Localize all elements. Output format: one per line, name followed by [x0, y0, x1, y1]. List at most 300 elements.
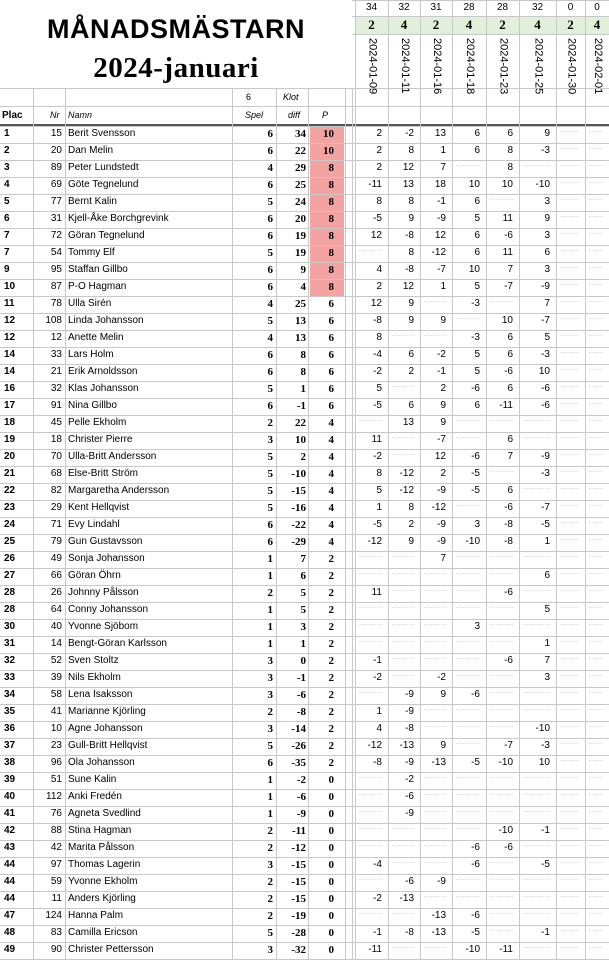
empty-score-cell [560, 505, 579, 511]
score-cell: 8 [376, 196, 382, 207]
score-cell: 6 [507, 434, 513, 445]
empty-score-cell [456, 709, 480, 715]
row-diff: -1 [296, 400, 306, 412]
row-spel: 4 [267, 298, 273, 310]
empty-score-cell [392, 573, 414, 579]
row-diff: -2 [296, 774, 306, 786]
row-nr: 96 [50, 757, 62, 768]
score-cell: -7 [504, 281, 513, 292]
empty-score-cell [560, 675, 579, 681]
row-diff: 1 [300, 638, 306, 650]
empty-score-cell [589, 420, 603, 426]
score-cell: 5 [544, 332, 550, 343]
spel-count: 6 [246, 92, 252, 102]
score-cell: -7 [541, 502, 550, 513]
score-cell: -10 [535, 179, 550, 190]
empty-score-cell [560, 267, 579, 273]
empty-score-cell [523, 488, 550, 494]
score-cell: -9 [437, 485, 446, 496]
row-name: Yvonne Ekholm [68, 876, 138, 887]
score-cell: 1 [376, 502, 382, 513]
row-diff: -6 [296, 689, 306, 701]
row-plac: 40 [4, 791, 16, 802]
empty-score-cell [523, 556, 550, 562]
row-plac: 31 [4, 638, 16, 649]
empty-score-cell [560, 811, 579, 817]
row-p: 4 [328, 417, 334, 429]
score-cell: -5 [373, 519, 382, 530]
empty-score-cell [523, 165, 550, 171]
empty-score-cell [359, 420, 382, 426]
row-gridline [0, 857, 609, 858]
row-gridline [0, 466, 609, 467]
row-gridline [0, 347, 609, 348]
row-p: 6 [328, 349, 334, 361]
empty-score-cell [589, 437, 603, 443]
row-plac: 44 [4, 876, 16, 887]
empty-score-cell [589, 369, 603, 375]
empty-score-cell [589, 488, 603, 494]
row-spel: 6 [267, 179, 273, 191]
row-spel: 3 [267, 689, 273, 701]
row-gridline [0, 755, 609, 756]
score-cell: -8 [504, 536, 513, 547]
empty-score-cell [560, 420, 579, 426]
row-diff: 19 [295, 247, 306, 259]
empty-score-cell [456, 794, 480, 800]
row-name: Peter Lundstedt [68, 162, 139, 173]
score-cell: -9 [405, 706, 414, 717]
empty-score-cell [589, 454, 603, 460]
row-diff: 24 [295, 196, 306, 208]
score-cell: 8 [408, 502, 414, 513]
row-nr: 31 [50, 213, 62, 224]
empty-score-cell [560, 539, 579, 545]
row-p: 8 [328, 179, 334, 191]
row-plac: 14 [4, 349, 16, 360]
empty-score-cell [359, 811, 382, 817]
score-cell: -11 [368, 179, 382, 190]
row-p: 0 [328, 876, 334, 888]
row-spel: 5 [267, 468, 273, 480]
row-p: 4 [328, 468, 334, 480]
score-cell: 2 [376, 128, 382, 139]
col-gridline [486, 0, 487, 960]
round-count: 0 [567, 2, 574, 13]
row-plac: 24 [4, 519, 16, 530]
row-nr: 51 [50, 774, 62, 785]
row-diff: 9 [300, 264, 306, 276]
score-cell: 12 [370, 230, 382, 241]
row-p: 10 [323, 145, 334, 157]
row-nr: 76 [50, 808, 62, 819]
score-cell: -3 [471, 332, 480, 343]
score-cell: 7 [440, 162, 446, 173]
empty-score-cell [424, 607, 446, 613]
score-cell: 3 [544, 230, 550, 241]
score-cell: -13 [431, 757, 446, 768]
score-cell: -5 [471, 927, 480, 938]
empty-score-cell [589, 148, 603, 154]
row-diff: -19 [291, 910, 306, 922]
row-spel: 5 [267, 196, 273, 208]
empty-score-cell [589, 913, 603, 919]
empty-score-cell [456, 420, 480, 426]
round-weight: 4 [400, 17, 408, 32]
row-name: Gun Gustavsson [68, 536, 143, 547]
score-cell: 2 [376, 281, 382, 292]
row-diff: 22 [295, 145, 306, 157]
score-cell: -1 [373, 655, 382, 666]
row-spel: 2 [267, 587, 273, 599]
row-diff: 10 [295, 434, 306, 446]
score-cell: 6 [544, 247, 550, 258]
row-spel: 2 [267, 876, 273, 888]
col-gridline [352, 88, 353, 960]
empty-score-cell [424, 573, 446, 579]
empty-score-cell [392, 624, 414, 630]
empty-score-cell [589, 709, 603, 715]
empty-score-cell [490, 794, 513, 800]
row-plac: 22 [4, 485, 16, 496]
row-diff: 6 [300, 570, 306, 582]
empty-score-cell [490, 301, 513, 307]
row-spel: 5 [267, 247, 273, 259]
score-cell: 3 [474, 621, 480, 632]
row-p: 10 [323, 128, 334, 140]
score-cell: -6 [504, 587, 513, 598]
empty-score-cell [589, 386, 603, 392]
row-plac: 3 [4, 162, 10, 173]
score-cell: -9 [437, 519, 446, 530]
row-name: Kent Hellqvist [68, 502, 130, 513]
row-gridline [0, 806, 609, 807]
empty-score-cell [560, 165, 579, 171]
score-cell: -2 [373, 672, 382, 683]
score-cell: 6 [474, 145, 480, 156]
empty-score-cell [424, 794, 446, 800]
row-gridline [0, 483, 609, 484]
row-plac: 43 [4, 842, 16, 853]
row-gridline [0, 942, 609, 943]
empty-score-cell [589, 165, 603, 171]
row-gridline [0, 585, 609, 586]
score-cell: 11 [371, 434, 382, 445]
row-gridline [0, 551, 609, 552]
row-spel: 2 [267, 825, 273, 837]
row-name: Stina Hagman [68, 825, 132, 836]
score-cell: 6 [474, 247, 480, 258]
row-name: Marita Pålsson [68, 842, 135, 853]
round-date: 2024-01-25 [532, 38, 545, 95]
empty-score-cell [392, 845, 414, 851]
score-cell: 6 [474, 196, 480, 207]
row-gridline [0, 330, 609, 331]
row-nr: 72 [50, 230, 62, 241]
row-diff: 1 [300, 383, 306, 395]
col-gridline [345, 88, 346, 960]
score-cell: 7 [440, 553, 446, 564]
score-cell: -6 [504, 655, 513, 666]
score-cell: 12 [402, 162, 414, 173]
row-p: 6 [328, 366, 334, 378]
row-spel: 5 [267, 451, 273, 463]
row-nr: 91 [50, 400, 62, 411]
empty-score-cell [490, 777, 513, 783]
empty-score-cell [490, 641, 513, 647]
empty-score-cell [589, 811, 603, 817]
row-gridline [0, 534, 609, 535]
row-spel: 5 [267, 383, 273, 395]
score-cell: 9 [440, 417, 446, 428]
row-nr: 70 [50, 451, 62, 462]
score-cell: 6 [507, 485, 513, 496]
empty-score-cell [589, 658, 603, 664]
row-name: Nils Ekholm [68, 672, 121, 683]
row-name: Erik Arnoldsson [68, 366, 138, 377]
row-gridline [0, 721, 609, 722]
score-cell: 9 [544, 213, 550, 224]
score-cell: 9 [408, 536, 414, 547]
empty-score-cell [560, 794, 579, 800]
row-spel: 1 [267, 774, 273, 786]
score-cell: 9 [440, 740, 446, 751]
row-spel: 3 [267, 859, 273, 871]
row-diff: 0 [300, 655, 306, 667]
row-plac: 27 [4, 570, 16, 581]
score-cell: -8 [405, 230, 414, 241]
row-spel: 5 [267, 315, 273, 327]
empty-score-cell [523, 947, 550, 953]
col-header-diff: diff [288, 110, 301, 120]
score-cell: -6 [504, 502, 513, 513]
row-p: 8 [328, 162, 334, 174]
score-cell: 6 [474, 400, 480, 411]
empty-score-cell [392, 607, 414, 613]
row-p: 6 [328, 332, 334, 344]
empty-score-cell [392, 335, 414, 341]
round-count: 28 [463, 2, 475, 13]
empty-score-cell [560, 828, 579, 834]
empty-score-cell [392, 556, 414, 562]
row-spel: 3 [267, 944, 273, 956]
row-name: Conny Johansson [68, 604, 149, 615]
score-cell: -4 [373, 859, 382, 870]
row-nr: 21 [50, 366, 62, 377]
row-gridline [0, 704, 609, 705]
row-gridline [0, 415, 609, 416]
row-spel: 6 [267, 536, 273, 548]
row-spel: 3 [267, 434, 273, 446]
empty-score-cell [523, 624, 550, 630]
row-plac: 2 [4, 145, 10, 156]
empty-score-cell [490, 913, 513, 919]
score-cell: 10 [501, 179, 513, 190]
header-bottom-line [0, 124, 609, 126]
row-diff: -6 [296, 791, 306, 803]
empty-score-cell [490, 607, 513, 613]
empty-score-cell [392, 913, 414, 919]
empty-score-cell [560, 879, 579, 885]
empty-score-cell [523, 913, 550, 919]
empty-score-cell [523, 420, 550, 426]
score-cell: 9 [440, 689, 446, 700]
score-cell: 7 [544, 655, 550, 666]
score-cell: 2 [376, 162, 382, 173]
row-p: 4 [328, 485, 334, 497]
row-diff: 8 [300, 366, 306, 378]
score-cell: 11 [502, 213, 513, 224]
row-nr: 108 [45, 315, 62, 326]
score-cell: -7 [437, 434, 446, 445]
empty-score-cell [589, 250, 603, 256]
empty-score-cell [456, 607, 480, 613]
empty-score-cell [392, 437, 414, 443]
row-spel: 4 [267, 332, 273, 344]
header-gridline [0, 88, 609, 89]
score-cell: 8 [376, 468, 382, 479]
row-name: Marianne Kjörling [68, 706, 146, 717]
score-cell: 5 [544, 604, 550, 615]
empty-score-cell [560, 335, 579, 341]
row-gridline [0, 789, 609, 790]
row-plac: 5 [4, 196, 10, 207]
round-count: 0 [594, 2, 600, 13]
row-spel: 1 [267, 791, 273, 803]
empty-score-cell [589, 590, 603, 596]
row-name: Göte Tegnelund [68, 179, 139, 190]
row-spel: 4 [267, 162, 273, 174]
row-diff: 13 [295, 315, 306, 327]
empty-score-cell [560, 301, 579, 307]
col-header-p: P [322, 110, 329, 120]
row-name: Ulla Sirén [68, 298, 112, 309]
round-weight: 2 [368, 17, 375, 32]
row-p: 2 [328, 638, 334, 650]
empty-score-cell [424, 709, 446, 715]
score-cell: -6 [471, 859, 480, 870]
score-cell: 12 [370, 298, 382, 309]
score-cell: -3 [541, 740, 550, 751]
empty-score-cell [589, 335, 603, 341]
score-cell: 9 [408, 315, 414, 326]
score-cell: -13 [431, 927, 446, 938]
row-gridline [0, 313, 609, 314]
score-cell: -5 [471, 757, 480, 768]
score-cell: -2 [373, 366, 382, 377]
row-nr: 32 [50, 383, 62, 394]
row-plac: 12 [4, 315, 16, 326]
empty-score-cell [456, 879, 480, 885]
row-gridline [0, 891, 609, 892]
score-cell: -7 [504, 740, 513, 751]
round-date: 2024-01-23 [497, 38, 510, 95]
row-p: 4 [328, 502, 334, 514]
empty-score-cell [456, 777, 480, 783]
score-cell: 10 [501, 315, 513, 326]
empty-score-cell [424, 658, 446, 664]
score-cell: -8 [373, 757, 382, 768]
row-p: 0 [328, 910, 334, 922]
empty-score-cell [589, 777, 603, 783]
empty-score-cell [523, 811, 550, 817]
empty-score-cell [490, 726, 513, 732]
score-cell: -10 [465, 944, 480, 955]
score-cell: -9 [405, 757, 414, 768]
empty-score-cell [359, 845, 382, 851]
row-diff: -16 [291, 502, 306, 514]
row-plac: 42 [4, 825, 16, 836]
row-name: Agneta Svedlind [68, 808, 141, 819]
empty-score-cell [392, 947, 414, 953]
score-cell: -5 [541, 519, 550, 530]
row-nr: 71 [50, 519, 62, 530]
round-weight: 4 [465, 17, 473, 32]
row-nr: 77 [50, 196, 62, 207]
row-gridline [0, 619, 609, 620]
row-plac: 7 [4, 247, 10, 258]
row-nr: 78 [50, 298, 62, 309]
row-gridline [0, 670, 609, 671]
score-cell: 6 [408, 349, 414, 360]
row-name: Klas Johansson [68, 383, 139, 394]
score-cell: 8 [507, 145, 513, 156]
row-nr: 52 [50, 655, 62, 666]
empty-score-cell [560, 862, 579, 868]
row-spel: 2 [267, 910, 273, 922]
col-header-plac: Plac [2, 110, 23, 121]
empty-score-cell [456, 573, 480, 579]
empty-score-cell [589, 692, 603, 698]
row-nr: 90 [50, 944, 62, 955]
empty-score-cell [523, 590, 550, 596]
row-plac: 49 [4, 944, 16, 955]
row-plac: 48 [4, 927, 16, 938]
score-cell: -1 [437, 366, 446, 377]
empty-score-cell [560, 760, 579, 766]
empty-score-cell [359, 607, 382, 613]
empty-score-cell [490, 471, 513, 477]
empty-score-cell [589, 624, 603, 630]
row-gridline [0, 568, 609, 569]
row-nr: 64 [50, 604, 62, 615]
score-cell: 7 [507, 264, 513, 275]
score-cell: 3 [544, 196, 550, 207]
score-cell: 18 [434, 179, 446, 190]
row-diff: -14 [291, 723, 306, 735]
row-diff: -28 [291, 927, 306, 939]
score-cell: 6 [474, 128, 480, 139]
empty-score-cell [456, 165, 480, 171]
row-plac: 32 [4, 655, 16, 666]
row-spel: 6 [267, 213, 273, 225]
empty-score-cell [424, 777, 446, 783]
round-date: 2024-02-01 [592, 38, 604, 95]
empty-score-cell [560, 590, 579, 596]
row-nr: 39 [50, 672, 62, 683]
empty-score-cell [523, 777, 550, 783]
empty-score-cell [490, 573, 513, 579]
score-cell: -5 [373, 213, 382, 224]
row-p: 0 [328, 893, 334, 905]
score-cell: 9 [440, 315, 446, 326]
empty-score-cell [560, 913, 579, 919]
empty-score-cell [589, 828, 603, 834]
row-p: 0 [328, 825, 334, 837]
row-spel: 6 [267, 366, 273, 378]
row-p: 8 [328, 264, 334, 276]
row-name: Pelle Ekholm [68, 417, 127, 428]
